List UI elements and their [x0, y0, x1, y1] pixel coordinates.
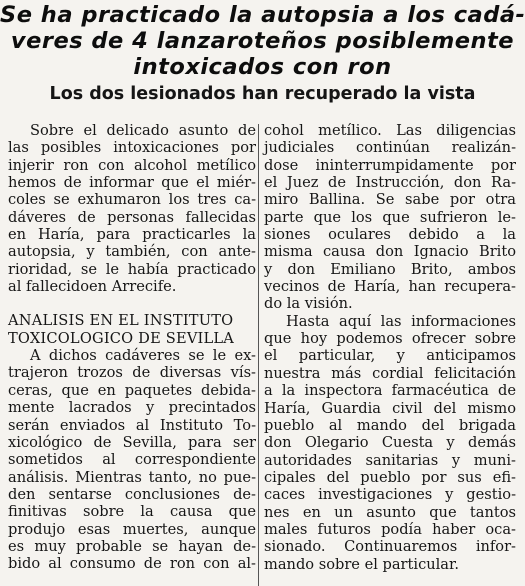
body-line: Sobre el delicado asunto de	[30, 122, 256, 139]
body-line: autoridades sanitarias y muni-	[264, 451, 516, 469]
body-line: miro Ballina. Se sabe por otra	[264, 191, 516, 209]
body-line: que hoy podemos ofrecer sobre	[264, 330, 516, 348]
body-line: dáveres de personas fallecidas	[8, 208, 256, 226]
body-line: ceras, que en paquetes debida-	[8, 381, 256, 399]
body-line: don Olegario Cuesta y demás	[264, 434, 516, 452]
body-line: y don Emiliano Brito, ambos	[264, 260, 516, 278]
left-column	[8, 122, 256, 573]
body-line: el particular, y anticipamos	[264, 347, 516, 365]
body-line: misma causa don Ignacio Brito	[264, 243, 516, 261]
body-line: serán enviados al Instituto To-	[8, 416, 256, 434]
body-line: pueblo al mando del brigada	[264, 416, 516, 434]
body-line: Hasta aquí las informaciones	[286, 312, 516, 330]
headline-line-2: veres de 4 lanzaroteños posiblemente	[10, 28, 515, 54]
body-line: es muy probable se hayan de-	[8, 537, 256, 555]
body-line: el Juez de Instrucción, don Ra-	[264, 174, 516, 192]
column-divider	[258, 124, 259, 586]
body-line: cohol metílico. Las diligencias	[264, 122, 516, 139]
body-line: finitivas sobre la causa que	[8, 503, 256, 521]
body-line: den sentarse conclusiones de-	[8, 485, 256, 503]
body-line: Haría, Guardia civil del mismo	[264, 399, 516, 417]
body-line: rioridad, se le había practicado	[8, 260, 256, 278]
body-line: a la inspectora farmacéutica de	[264, 382, 516, 400]
body-line: caces investigaciones y gestio-	[264, 486, 516, 504]
body-line: trajeron trozos de diversas vís-	[8, 364, 256, 382]
subheadline: Los dos lesionados han recuperado la vista	[49, 84, 476, 104]
headline-block	[0, 0, 525, 105]
body-line: coles se exhumaron los tres ca-	[8, 191, 256, 209]
body-line: sionado. Continuaremos infor-	[264, 538, 516, 556]
section-subheading: TOXICOLOGICO DE SEVILLA	[8, 329, 235, 347]
body-line: vecinos de Haría, han recupera-	[264, 278, 516, 296]
body-line: do la visión.	[264, 295, 353, 313]
body-line: produjo esas muertes, aunque	[8, 520, 256, 538]
section-subheading: ANALISIS EN EL INSTITUTO	[8, 312, 234, 330]
body-line: las posibles intoxicaciones por	[8, 139, 256, 157]
body-line: mando sobre el particular.	[264, 555, 460, 573]
headline-line-3: intoxicados con ron	[133, 54, 392, 80]
body-line: hemos de informar que el miér-	[8, 174, 256, 192]
body-line: al fallecidoen Arrecife.	[8, 278, 177, 296]
body-line: análisis. Mientras tanto, no pue-	[8, 468, 256, 486]
body-line: siones oculares debido a la	[264, 226, 516, 244]
body-line: nes en un asunto que tantos	[264, 503, 516, 521]
body-line: parte que los que sufrieron le-	[264, 208, 516, 226]
body-line: mente lacrados y precintados	[8, 399, 256, 417]
body-line: sometidos al correspondiente	[8, 451, 256, 469]
body-line: nuestra más cordial felicitación	[264, 364, 516, 382]
body-line: bido al consumo de ron con al-	[8, 555, 256, 573]
body-line: xicológico de Sevilla, para ser	[8, 433, 256, 451]
body-line: A dichos cadáveres se le ex-	[30, 347, 256, 365]
paragraph-gap	[8, 295, 256, 312]
right-column	[264, 122, 516, 573]
body-line: judiciales continúan realizán-	[264, 139, 516, 157]
body-line: en Haría, para practicarles la	[8, 226, 256, 244]
body-line: dose ininterrumpidamente por	[264, 156, 516, 174]
body-line: injerir ron con alcohol metílico	[8, 156, 256, 174]
headline-line-1: Se ha practicado la autopsia a los cadá-	[0, 2, 525, 28]
body-line: males futuros podía haber oca-	[264, 520, 516, 538]
body-line: cipales del pueblo por sus efi-	[264, 468, 516, 486]
body-line: autopsia, y también, con ante-	[8, 243, 256, 261]
